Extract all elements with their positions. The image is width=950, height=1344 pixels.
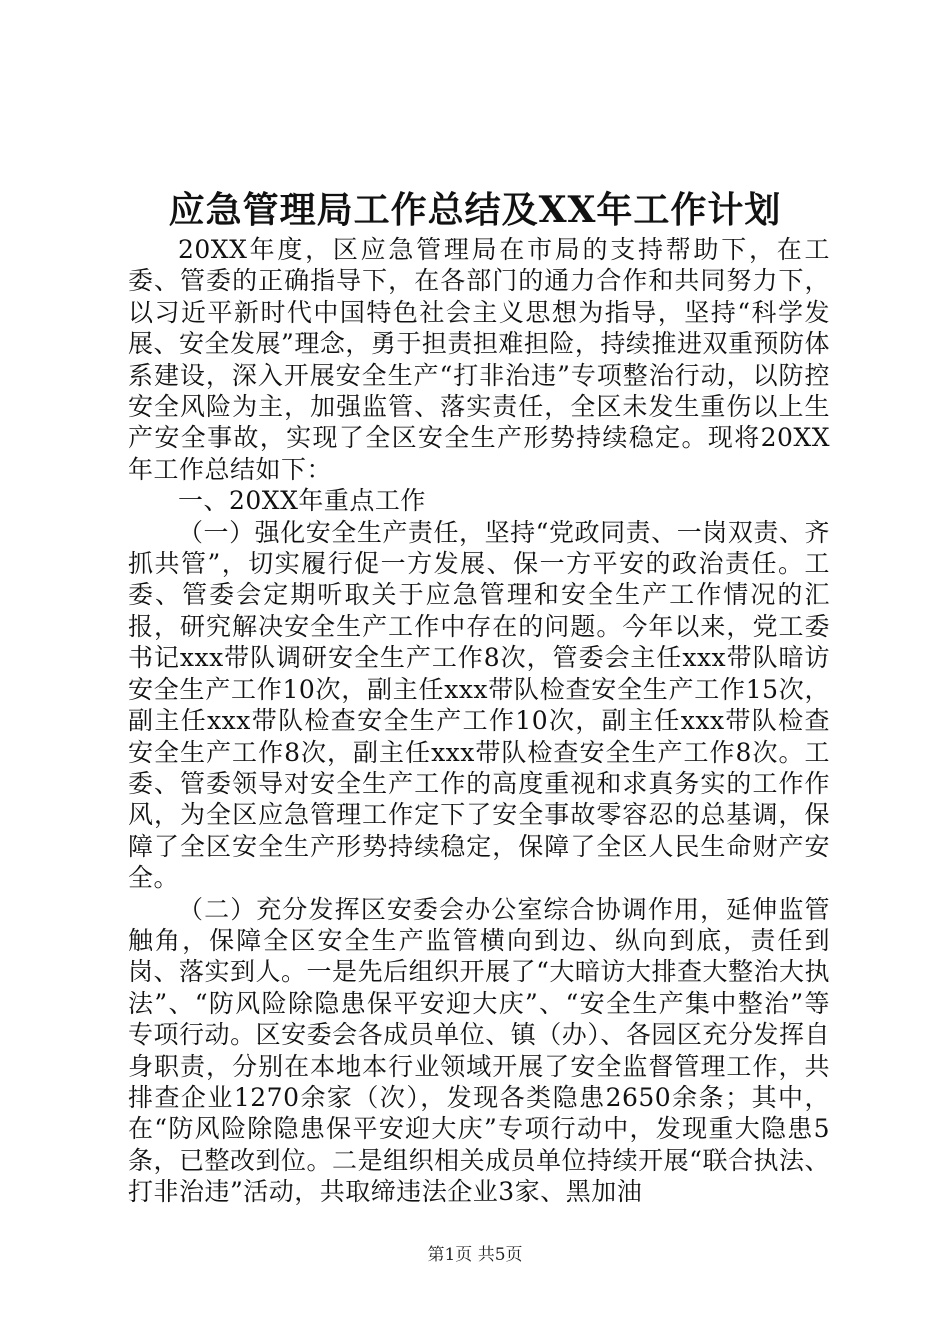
document-title: 应急管理局工作总结及XX年工作计划 bbox=[168, 189, 782, 231]
document-body bbox=[128, 234, 830, 1208]
body-paragraph-2: （二）充分发挥区安委会办公室综合协调作用，延伸监管触角，保障全区安全生产监管横向到边、纵向到底，责任到岗、落实到人。一是先后组织开展了“大暗访大排查大整治大执法”、“防风险除隐患保平安迎大庆”、“安全生产集中整治”等专项行动。区安委会各成员单位、镇（办）、各园区充分发挥自身职责，分别在本地本行业领域开展了安全监督管理工作，共排查企业1270余家（次），发现各类隐患2650余条；其中，在“防风险除隐患保平安迎大庆”专项行动中，发现重大隐患5条，已整改到位。二是组织相关成员单位持续开展“联合执法、打非治违”活动，共取缔违法企业3家、黑加油 bbox=[128, 894, 830, 1207]
body-paragraph-1: （一）强化安全生产责任，坚持“党政同责、一岗双责、齐抓共管”，切实履行促一方发展、保一方平安的政治责任。工委、管委会定期听取关于应急管理和安全生产工作情况的汇报，研究解决安全生产工作中存在的问题。今年以来，党工委书记xxx带队调研安全生产工作8次，管委会主任xxx带队暗访安全生产工作10次，副主任xxx带队检查安全生产工作15次，副主任xxx带队检查安全生产工作10次，副主任xxx带队检查安全生产工作8次，副主任xxx带队检查安全生产工作8次。工委、管委领导对安全生产工作的高度重视和求真务实的工作作风，为全区应急管理工作定下了安全事故零容忍的总基调，保障了全区安全生产形势持续稳定，保障了全区人民生命财产安全。 bbox=[128, 517, 830, 893]
page-number-footer: 第1页 共5页 bbox=[427, 1245, 523, 1265]
section-heading: 一、20XX年重点工作 bbox=[178, 486, 426, 516]
intro-paragraph: 20XX年度，区应急管理局在市局的支持帮助下，在工委、管委的正确指导下，在各部门的通力合作和共同努力下，以习近平新时代中国特色社会主义思想为指导，坚持“科学发展、安全发展”理念，勇于担责担难担险，持续推进双重预防体系建设，深入开展安全生产“打非治违”专项整治行动，以防控安全风险为主，加强监管、落实责任，全区未发生重伤以上生产安全事故，实现了全区安全生产形势持续稳定。现将20XX年工作总结如下： bbox=[128, 235, 830, 484]
